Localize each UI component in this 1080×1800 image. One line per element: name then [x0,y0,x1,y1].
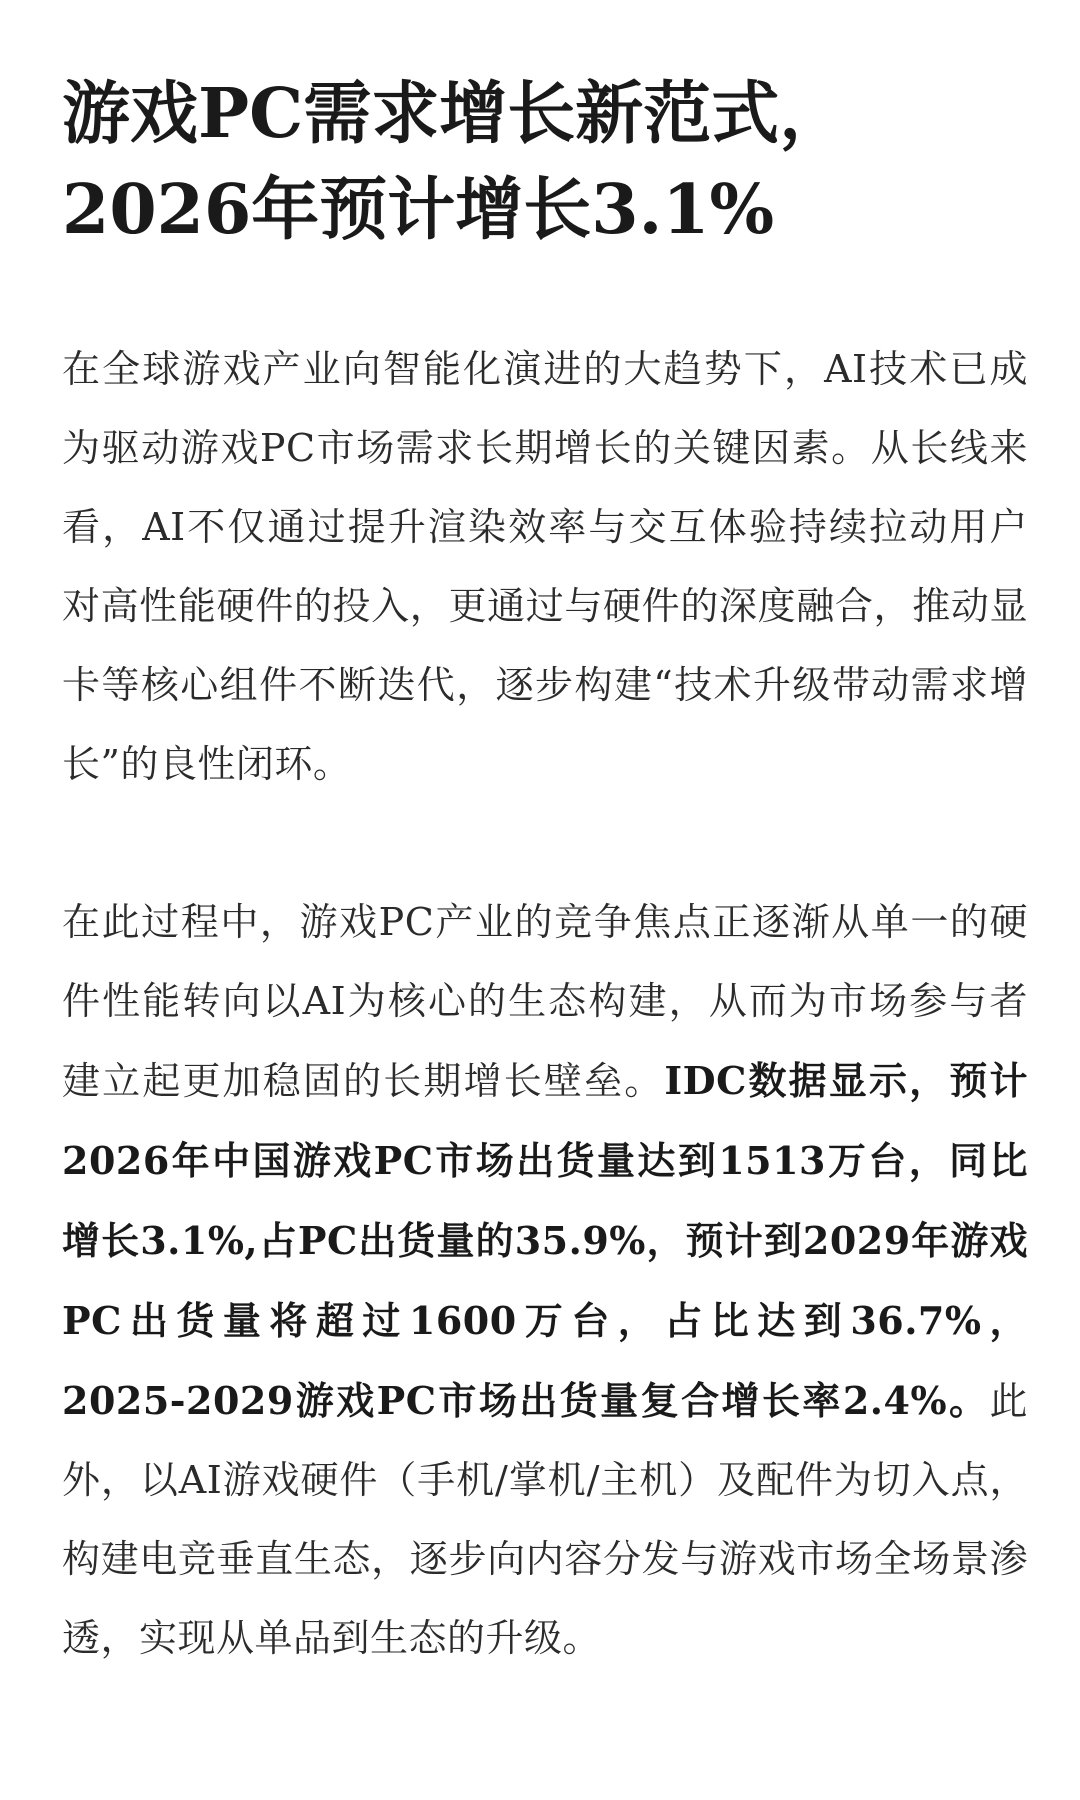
article-title-line-1: 游戏PC需求增长新范式， [62,74,848,154]
article-title [62,66,1028,258]
article-paragraph-2 [62,883,1028,1678]
article-paragraph-1: 在全球游戏产业向智能化演进的大趋势下，AI技术已成为驱动游戏PC市场需求长期增长的关键因素。从长线来看，AI不仅通过提升渲染效率与交互体验持续拉动用户对高性能硬件的投入，更通过与硬件的深度融合，推动显卡等核心组件不断迭代，逐步构建“技术升级带动需求增长”的良性闭环。 [62,347,1028,786]
article-title-line-2: 2026年预计增长3.1% [62,170,775,250]
paragraph-2-outro: 此外，以AI游戏硬件（手机/掌机/主机）及配件为切入点，构建电竞垂直生态，逐步向内容分发与游戏市场全场景渗透，实现从单品到生态的升级。 [62,1379,1028,1660]
article [62,66,1028,1678]
paragraph-2-intro: 在此过程中，游戏PC产业的竞争焦点正逐渐从单一的硬件性能转向以AI为核心的生态构建，从而为市场参与者建立起更加稳固的长期增长壁垒。 [62,900,1028,1103]
idc-data-highlight: IDC数据显示，预计2026年中国游戏PC市场出货量达到1513万台，同比增长3.1%,占PC出货量的35.9%，预计到2029年游戏PC出货量将超过1600万台，占比达到36.7%， 2025-2029游戏PC市场出货量复合增长率2.4%。 [62,1058,1028,1423]
